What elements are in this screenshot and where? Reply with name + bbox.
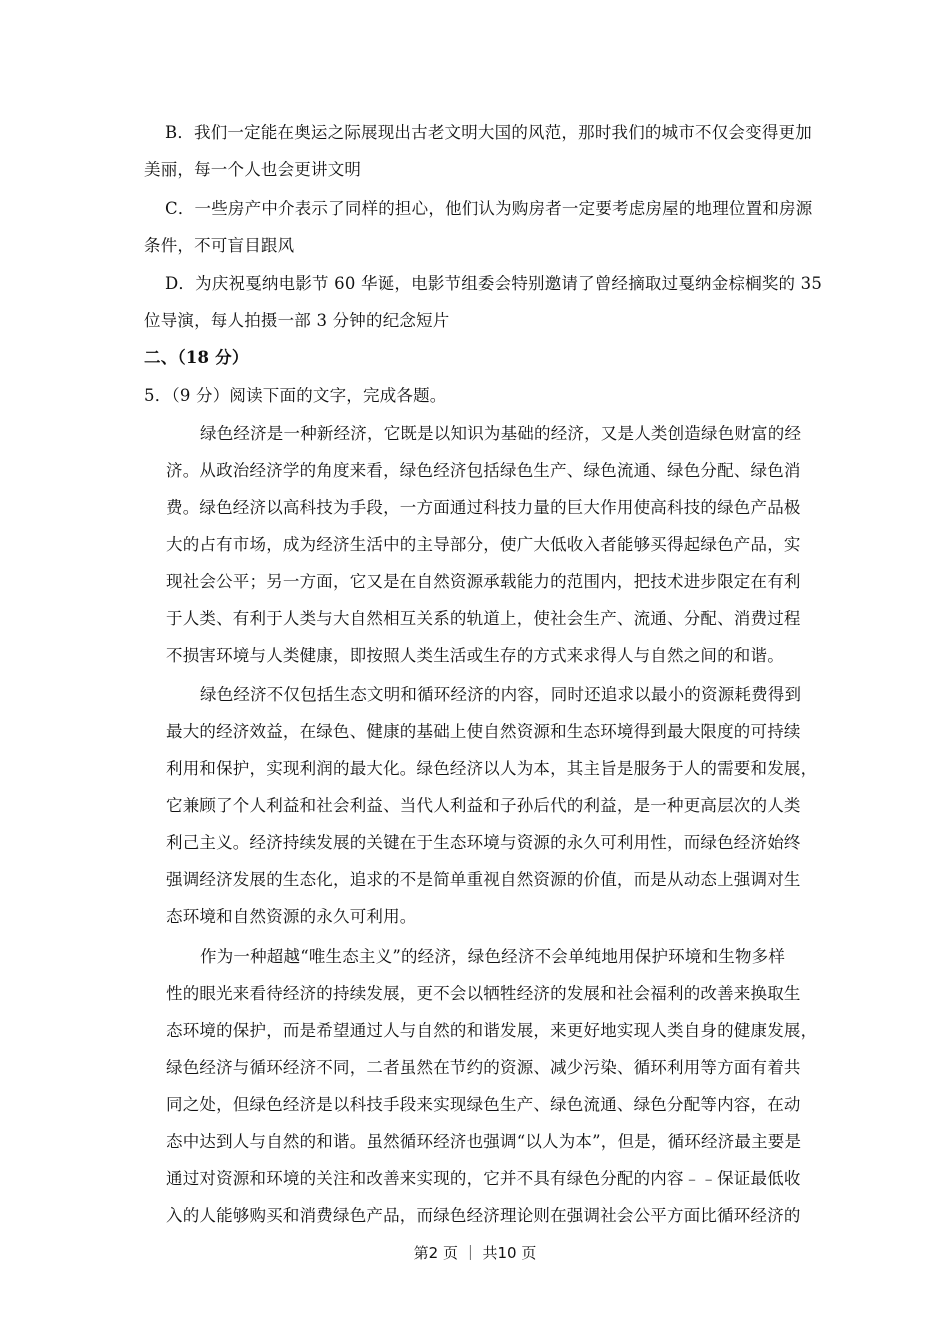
section-heading: 二、（18 分） <box>144 348 249 367</box>
passage-p2-line-7: 态环境和自然资源的永久可利用。 <box>166 907 417 926</box>
passage-p1-line-6: 于人类、有利于人类与大自然相互关系的轨道上，使社会生产、流通、分配、消费过程 <box>166 609 801 628</box>
passage-p3-line-1: 作为一种超越“唯生态主义”的经济，绿色经济不会单纯地用保护环境和生物多样 <box>200 947 786 966</box>
passage-p3-line-3: 态环境的保护，而是希望通过人与自然的和谐发展，来更好地实现人类自身的健康发展， <box>166 1021 818 1040</box>
passage-p3-line-7: 通过对资源和环境的关注和改善来实现的，它并不具有绿色分配的内容﹣﹣保证最低收 <box>166 1169 801 1188</box>
question-prompt: 5．（9 分）阅读下面的文字，完成各题。 <box>144 386 447 405</box>
option-d-line-1: D．为庆祝戛纳电影节 60 华诞，电影节组委会特别邀请了曾经摘取过戛纳金棕榈奖的 35 <box>165 274 823 293</box>
passage-p3-line-5: 同之处，但绿色经济是以科技手段来实现绿色生产、绿色流通、绿色分配等内容，在动 <box>166 1095 801 1114</box>
passage-p2-line-3: 利用和保护，实现利润的最大化。绿色经济以人为本，其主旨是服务于人的需要和发展， <box>166 759 818 778</box>
page-footer: 第2 页 ｜ 共10 页 <box>413 1244 537 1262</box>
passage-p3-line-4: 绿色经济与循环经济不同，二者虽然在节约的资源、减少污染、循环利用等方面有着共 <box>166 1058 801 1077</box>
passage-p1-line-2: 济。从政治经济学的角度来看，绿色经济包括绿色生产、绿色流通、绿色分配、绿色消 <box>166 461 801 480</box>
passage-p2-line-2: 最大的经济效益，在绿色、健康的基础上使自然资源和生态环境得到最大限度的可持续 <box>166 722 801 741</box>
passage-p2-line-6: 强调经济发展的生态化，追求的不是简单重视自然资源的价值，而是从动态上强调对生 <box>166 870 801 889</box>
option-c-line-1: C．一些房产中介表示了同样的担心，他们认为购房者一定要考虑房屋的地理位置和房源 <box>165 199 813 218</box>
passage-p2-line-1: 绿色经济不仅包括生态文明和循环经济的内容，同时还追求以最小的资源耗费得到 <box>200 685 802 704</box>
option-b-line-2: 美丽，每一个人也会更讲文明 <box>144 160 362 179</box>
option-c-line-2: 条件，不可盲目跟风 <box>144 236 295 255</box>
passage-p1-line-5: 现社会公平；另一方面，它又是在自然资源承载能力的范围内，把技术进步限定在有利 <box>166 572 801 591</box>
passage-p1-line-7: 不损害环境与人类健康，即按照人类生活或生存的方式来求得人与自然之间的和谐。 <box>166 646 784 665</box>
passage-p3-line-8: 入的人能够购买和消费绿色产品，而绿色经济理论则在强调社会公平方面比循环经济的 <box>166 1206 801 1225</box>
passage-p1-line-3: 费。绿色经济以高科技为手段，一方面通过科技力量的巨大作用使高科技的绿色产品极 <box>166 498 801 517</box>
option-b-line-1: B．我们一定能在奥运之际展现出古老文明大国的风范，那时我们的城市不仅会变得更加 <box>165 123 812 142</box>
passage-p2-line-5: 利己主义。经济持续发展的关键在于生态环境与资源的永久可利用性，而绿色经济始终 <box>166 833 801 852</box>
passage-p1-line-4: 大的占有市场，成为经济生活中的主导部分，使广大低收入者能够买得起绿色产品，实 <box>166 535 801 554</box>
passage-p1-line-1: 绿色经济是一种新经济，它既是以知识为基础的经济，又是人类创造绿色财富的经 <box>200 424 802 443</box>
passage-p3-line-6: 态中达到人与自然的和谐。虽然循环经济也强调“以人为本”，但是，循环经济最主要是 <box>166 1132 802 1151</box>
passage-p3-line-2: 性的眼光来看待经济的持续发展，更不会以牺牲经济的发展和社会福利的改善来换取生 <box>166 984 801 1003</box>
passage-p2-line-4: 它兼顾了个人利益和社会利益、当代人利益和子孙后代的利益，是一种更高层次的人类 <box>166 796 801 815</box>
option-d-line-2: 位导演，每人拍摄一部 3 分钟的纪念短片 <box>144 311 450 330</box>
